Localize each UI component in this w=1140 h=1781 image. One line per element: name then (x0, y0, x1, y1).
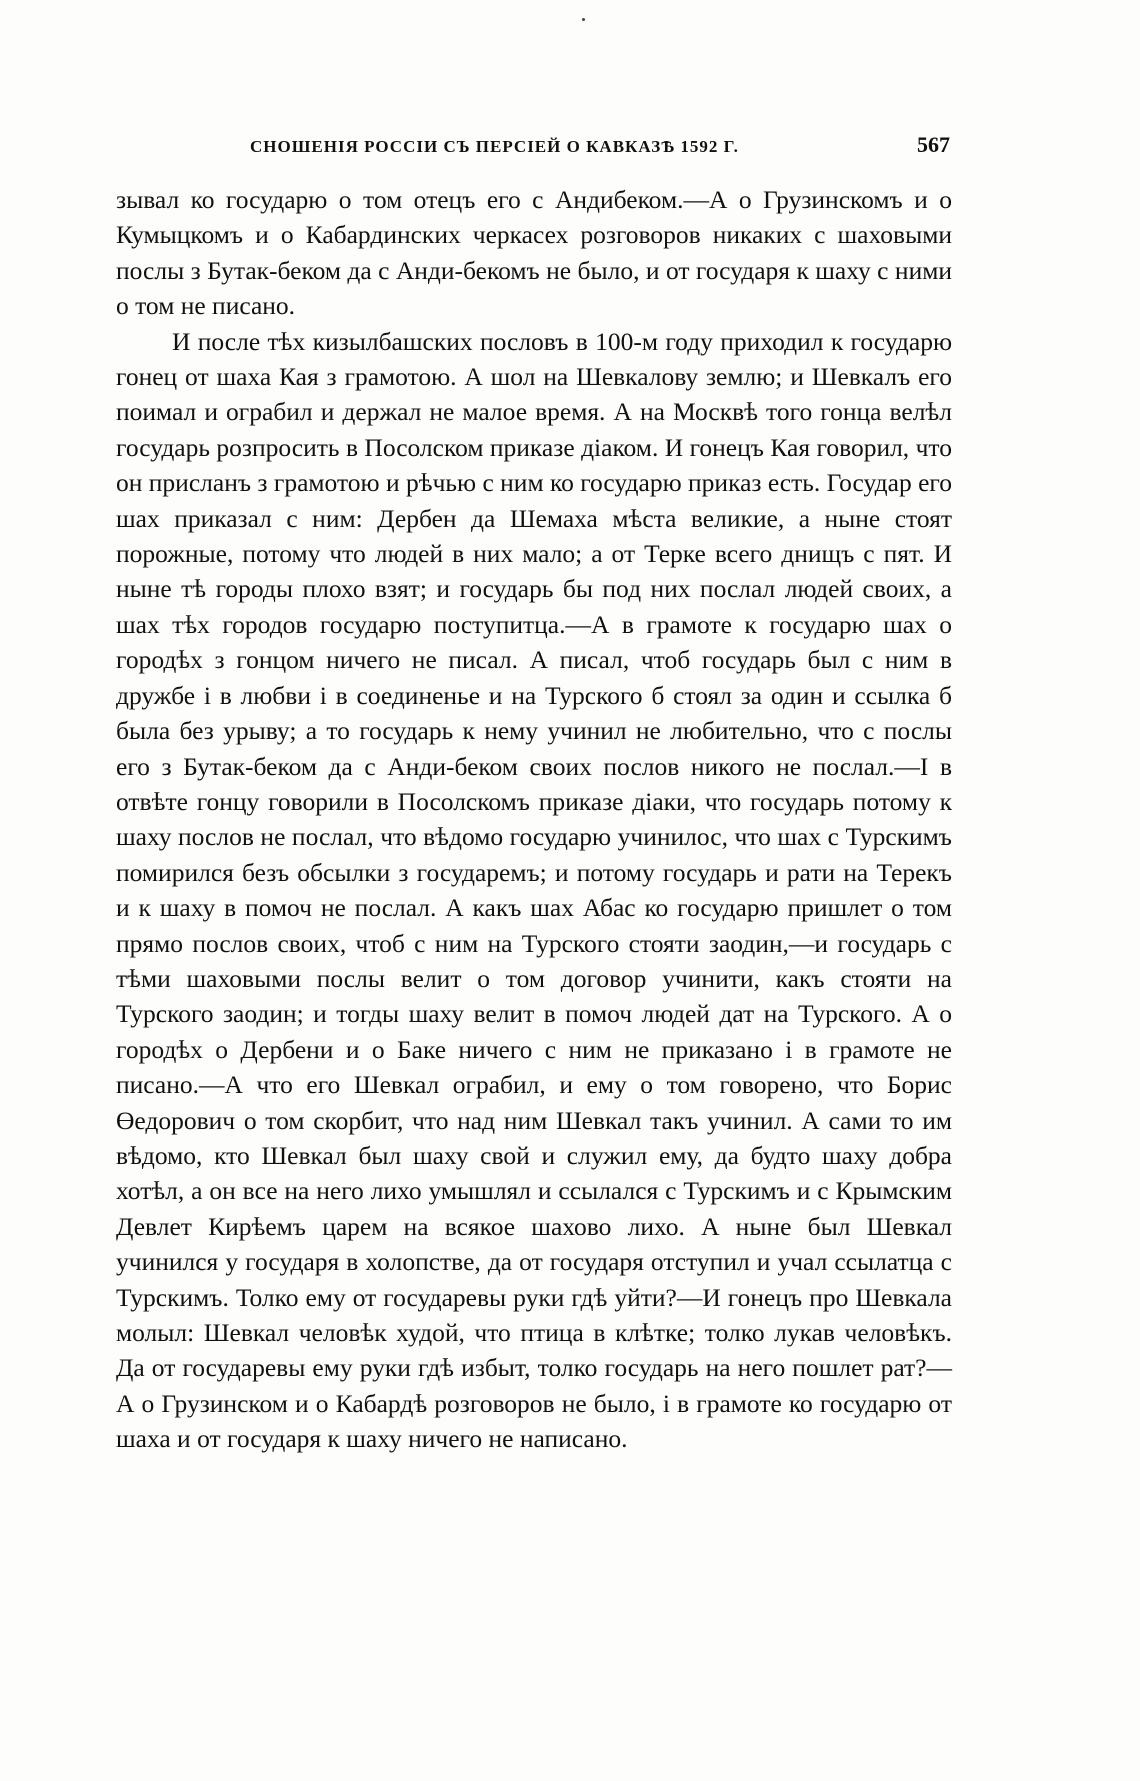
running-head (250, 132, 950, 158)
running-title: СНОШЕНІЯ РОССІИ СЪ ПЕРСІЕЙ О КАВКАЗѢ 1592 Г. (250, 137, 739, 156)
page-number: 567 (917, 132, 950, 157)
paragraph-continuation: зывал ко государю о том отецъ его с Андибеком.—А о Грузинскомъ и о Кумыцкомъ и о Кабардинских черкасех розговоров никаких с шаховыми послы з Бутак-беком да с Анди-бекомъ не было, и от государя к шаху с ними о том не писано. (116, 185, 952, 321)
paragraph-main: И после тѣх кизылбашских пословъ в 100-м году приходил к государю гонец от шаха Кая з грамотою. А шол на Шевкалову землю; и Шевкалъ его поимал и ограбил и держал не малое время. А на Москвѣ того гонца велѣл государь розпросить в Посолском приказе діаком. И гонецъ Кая говорил, что он присланъ з грамотою и рѣчью с ним ко государю приказ есть. Государ его шах приказал с ним: Дербен да Шемаха мѣста великие, а ныне стоят порожные, потому что людей в них мало; а от Терке всего днищъ с пят. И ныне тѣ городы плохо взят; и государь бы под них послал людей своих, а шах тѣх городов государю поступитца.—А в грамоте к государю шах о городѣх з гонцом ничего не писал. А писал, чтоб государь был с ним в дружбе і в любви і в соединенье и на Турского б стоял за один и ссылка б была без урыву; а то государь к нему учинил не любительно, что с послы его з Бутак-беком да с Анди-беком своих послов никого не послал.—І в отвѣте гонцу говорили в Посолскомъ приказе діаки, что государь потому к шаху послов не послал, что вѣдомо государю учинилос, что шах с Турскимъ помирился безъ обсылки з государемъ; и потому государь и рати на Терекъ и к шаху в помоч не послал. А какъ шах Абас ко государю пришлет о том прямо послов своих, чтоб с ним на Турского стояти заодин,—и государь с тѣми шаховыми послы велит о том договор учинити, какъ стояти на Турского заодин; и тогды шаху велит в помоч людей дат на Турского. А о городѣх о Дербени и о Баке ничего с ним не приказано і в грамоте не писано.—А что его Шевкал ограбил, и ему о том говорено, что Борис Өедорович о том скорбит, что над ним Шевкал такъ учинил. А сами то им вѣдомо, кто Шевкал был шаху свой и служил ему, да будто шаху добра хотѣл, а он все на него лихо умышлял и ссылался с Турскимъ и с Крымским Девлет Кирѣемъ царем на всякое шахово лихо. А ныне был Шевкал учинился у государя в холопстве, да от государя отступил и учал ссылатца с Турскимъ. Толко ему от государевы руки гдѣ уйти?—И гонецъ про Шевкала молыл: Шевкал человѣк худой, что птица в клѣтке; толко лукав человѣкъ. Да от государевы ему руки гдѣ избыт, толко государь на него пошлет рат?—А о Грузинском и о Кабардѣ розговоров не было, і в грамоте ко государю от шаха и от государя к шаху ничего не написано. (116, 326, 952, 1454)
print-speck (582, 18, 585, 21)
body-text (116, 182, 952, 1457)
